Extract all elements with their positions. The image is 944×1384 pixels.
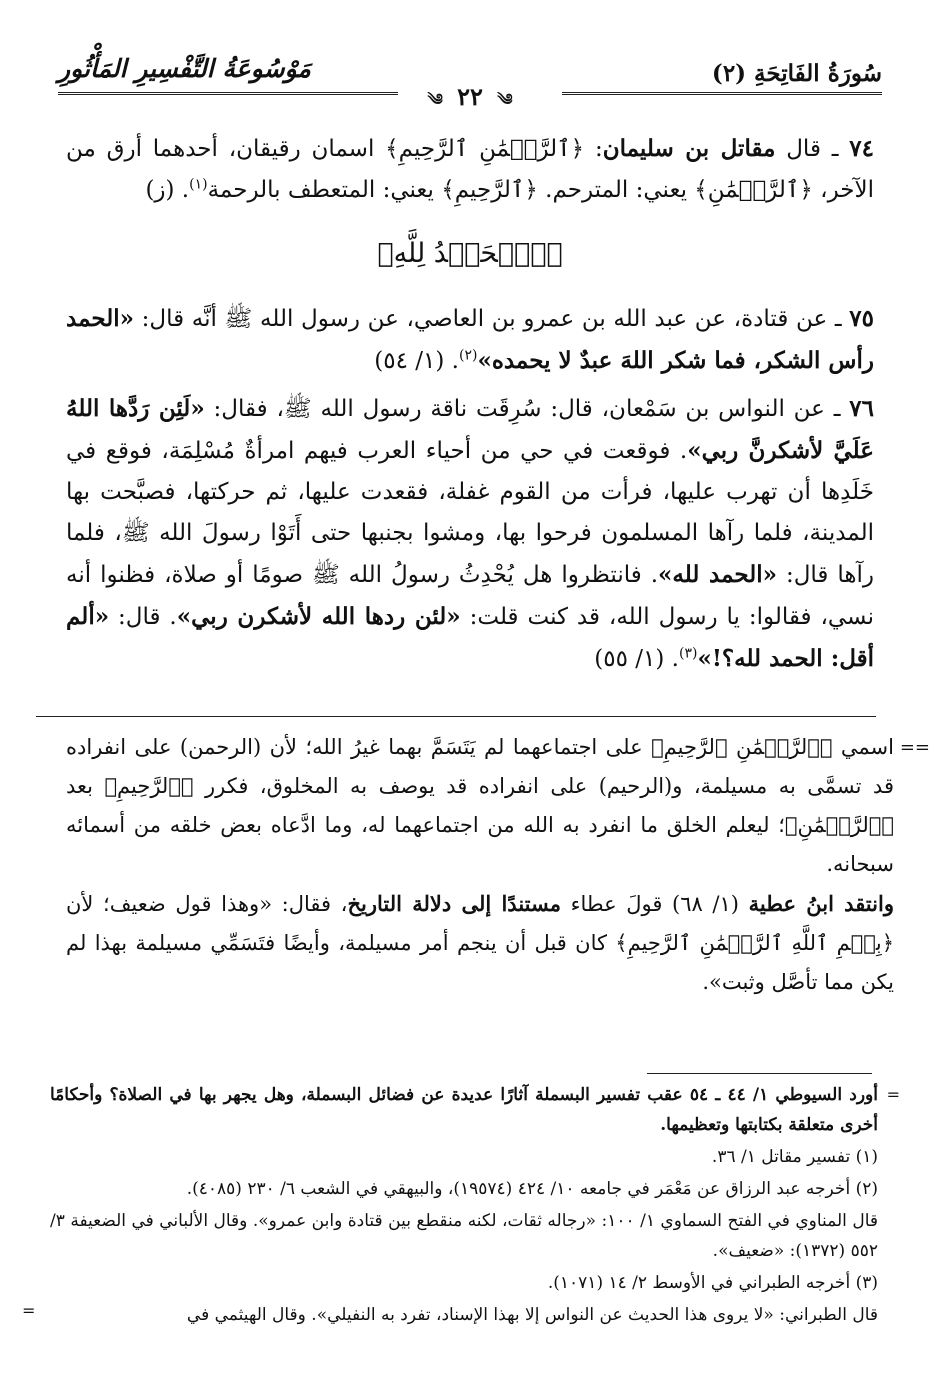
continuation-mark: == bbox=[899, 737, 930, 758]
hadith-text: «الحمد رأس الشكر، فما شكر اللهَ عبدٌ لا يحمده» bbox=[66, 305, 874, 374]
text-segment: ـ قال bbox=[775, 136, 850, 162]
narration-74 bbox=[66, 128, 874, 211]
text-segment: اسمي bbox=[832, 735, 894, 759]
page-number: ٢٢ bbox=[457, 82, 483, 111]
footnotes bbox=[22, 1080, 900, 1332]
text-segment: . فانتظروا هل يُحْدِثُ رسولُ الله ﷺ صومًا أو صلاة، فظنوا أنه نسي، فقالوا: يا رسول الله، قد كنت قلت: bbox=[66, 562, 874, 630]
text-segment: . قال: bbox=[109, 604, 177, 630]
header-rule-right bbox=[562, 92, 882, 95]
footnote-2-comment: قال المناوي في الفتح السماوي ١/ ١٠٠: «رجاله ثقات، لكنه منقطع بين قتادة وابن عمرو». وقال الألباني في الضعيفة ٣/ ٥٥٢ (١٣٧٢): «ضعيف». bbox=[50, 1211, 878, 1261]
narration-75 bbox=[66, 298, 874, 382]
narrator-name: مقاتل بن سليمان bbox=[602, 135, 776, 162]
running-header bbox=[58, 52, 882, 111]
quran-quote: ﴿ٱلرَّحۡمَٰنِ﴾ bbox=[694, 177, 813, 203]
text-segment: اسمان رقيقان، أحدهما أرق من الآخر، bbox=[66, 136, 874, 203]
commentary-paragraph bbox=[66, 884, 894, 1002]
text-segment: كان قبل أن ينجم أمر مسيلمة، وأيضًا فتَسَمِّي مسيلمة بهذا لم يكن مما تأصَّل وثبت». bbox=[66, 931, 894, 994]
text-segment: يعني: المترحم. bbox=[537, 177, 695, 203]
header-rule-left bbox=[58, 92, 398, 95]
text-segment: . (١/ ٥٤) bbox=[374, 348, 459, 374]
quran-quote: ﴿ٱلرَّحۡمَٰنِ ٱلرَّحِيمِ﴾ bbox=[385, 136, 585, 162]
commentary-divider bbox=[36, 716, 876, 717]
text-segment: : bbox=[584, 136, 603, 162]
scholar-name: ابنُ عطية bbox=[748, 891, 834, 916]
narration-number: ٧٥ bbox=[849, 305, 874, 332]
quran-quote: ﴿بِسۡمِ ٱللَّهِ ٱلرَّحۡمَٰنِ ٱلرَّحِيمِ﴾ bbox=[615, 931, 895, 955]
commentary bbox=[66, 728, 930, 1002]
section-heading: ﴿ٱلۡحَمۡدُ لِلَّهِ﴾ bbox=[377, 238, 563, 269]
ornament-icon: ༄ bbox=[427, 90, 443, 109]
surah-title: سُورَةُ الفَاتِحَةِ (٢) bbox=[711, 60, 882, 87]
hadith-text: «لَئِن رَدَّها اللهُ عَلَيَّ لأشكرنَّ ربي» bbox=[66, 395, 875, 464]
commentary-paragraph bbox=[66, 728, 894, 884]
narration-number: ٧٦ bbox=[849, 395, 874, 422]
footnote-divider bbox=[647, 1073, 872, 1074]
quran-quote: ﴿ٱلرَّحۡمَٰنِ ٱلرَّحِيمِ﴾ bbox=[651, 735, 833, 759]
text-segment: بعد bbox=[66, 774, 105, 798]
narration-number: ٧٤ bbox=[849, 135, 874, 162]
footnote-1: (١) تفسير مقاتل ١/ ٣٦. bbox=[711, 1147, 878, 1167]
text-segment: وانتقد bbox=[833, 891, 894, 916]
footnote-ref[interactable]: (٣) bbox=[678, 645, 698, 662]
text-segment: . (ز) bbox=[145, 177, 190, 203]
hadith-text: «ألم أقل: الحمد لله؟!» bbox=[66, 603, 874, 672]
quran-quote: ﴿ٱلرَّحۡمَٰنِ﴾ bbox=[784, 813, 894, 837]
footnote-3: (٣) أخرجه الطبراني في الأوسط ٢/ ١٤ (١٠٧١). bbox=[547, 1273, 878, 1293]
footnote-ref[interactable]: (٢) bbox=[458, 347, 478, 364]
footnote-2: (٢) أخرجه عبد الرزاق عن مَعْمَر في جامعه ١٠/ ٤٢٤ (١٩٥٧٤)، والبيهقي في الشعب ٦/ ٢٣٠ (٤٠٨٥). bbox=[186, 1179, 878, 1199]
text-segment: ـ عن قتادة، عن عبد الله بن عمرو بن العاصي، عن رسول الله ﷺ أنَّه قال: bbox=[134, 306, 850, 332]
text-segment: . فوقعت في حي من أحياء العرب فيهم امرأةٌ مُسْلِمَة، فوقع في خَلَدِها أن تهرب عليها، فرأت من القوم غفلة، فقعدت عليها، ثم حركتها، فصبَّحت بها المدينة، فلما رآها المسلمون فرحوا بها، ومشوا بجنبها حتى أَتَوْا رسولَ الله ﷺ، فلما رآها قال: bbox=[66, 438, 875, 588]
quran-quote: ﴿ٱلرَّحِيمِ﴾ bbox=[104, 774, 194, 798]
text-segment: يعني: المتعطف بالرحمة bbox=[207, 177, 442, 203]
main-text bbox=[66, 128, 874, 686]
text-segment: ؛ ليعلم الخلق ما انفرد به الله من اجتماعهما له، وما ادَّعاه بعض خلقه من أسمائه سبحانه. bbox=[66, 813, 894, 876]
text-segment: على اجتماعهما لم يَتَسَمَّ بهما غيرُ الله؛ لأن (الرحمن) على انفراده قد تسمَّى به مسيلمة، و(الرحيم) على انفراده قد يوصف به المخلوق، فكرر bbox=[66, 735, 894, 798]
hadith-text: «لئن ردها الله لأشكرن ربي» bbox=[176, 603, 461, 630]
quran-quote: ﴿ٱلرَّحِيمِ﴾ bbox=[441, 177, 538, 203]
page-number-block bbox=[421, 82, 518, 127]
narration-76 bbox=[66, 388, 874, 680]
continuation-mark: = bbox=[886, 1085, 900, 1104]
text-segment: ـ عن النواس بن سَمْعان، قال: سُرِقَت ناقة رسول الله ﷺ، فقال: bbox=[204, 396, 850, 422]
book-title: مَوْسُوعَةُ التَّفْسِيرِ المَأْثُورِ bbox=[58, 54, 311, 83]
text-segment: (١/ ٦٨) قولَ عطاء bbox=[561, 892, 749, 916]
ornament-icon: ༄ bbox=[497, 90, 513, 109]
footnote-3-comment: قال الطبراني: «لا يروى هذا الحديث عن النواس إلا بهذا الإسناد، تفرد به النفيلي». وقال الهيثمي في bbox=[186, 1305, 878, 1325]
hadith-text: «الحمد لله» bbox=[658, 561, 777, 588]
continuation-mark: = bbox=[22, 1301, 36, 1320]
text-segment: ، فقال: «وهذا قول ضعيف؛ لأن bbox=[66, 892, 348, 916]
text-segment: . (١/ ٥٥) bbox=[594, 646, 679, 672]
footnote-ref[interactable]: (١) bbox=[189, 176, 208, 193]
footnote-continuation: أورد السيوطي ١/ ٤٤ ـ ٥٤ عقب تفسير البسملة آثارًا عديدة عن فضائل البسملة، وهل يجهر بها في الصلاة؟ وأحكامًا أخرى متعلقة بكتابتها وتعظيمها. bbox=[50, 1085, 878, 1135]
emphasis-text: مستندًا إلى دلالة التاريخ bbox=[347, 891, 561, 916]
